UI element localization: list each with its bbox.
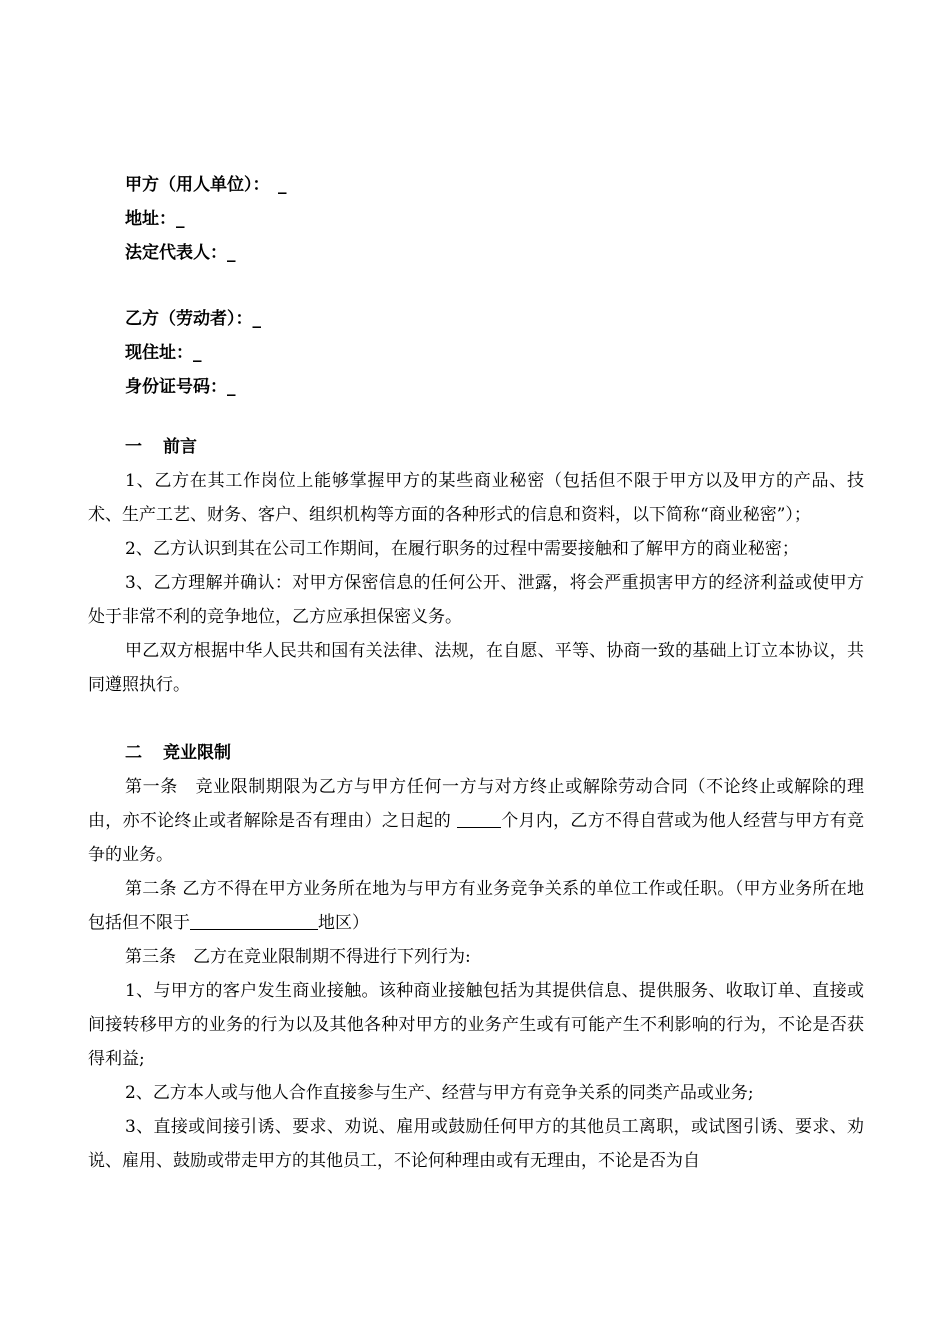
party-b-label: 乙方（劳动者）：_ [125, 309, 261, 329]
months-blank-field[interactable] [457, 807, 501, 828]
party-b-id-number: 身份证号码：_ [125, 377, 236, 397]
article-2-text-a: 第二条 乙方不得在甲方业务所在地为与甲方有业务竞争关系的单位工作或任职。（甲方业务所在地包括但不限于 [88, 879, 864, 933]
region-blank-field[interactable] [190, 909, 318, 930]
preface-paragraph-2: 2、乙方认识到其在公司工作期间，在履行职务的过程中需要接触和了解甲方的商业秘密； [125, 539, 799, 559]
section-number: 一 [125, 437, 142, 457]
party-a-representative: 法定代表人：_ [125, 243, 236, 263]
article-2-text-b: 地区） [318, 913, 369, 933]
party-a-address: 地址：_ [125, 209, 185, 229]
preface-paragraph-4: 甲乙双方根据中华人民共和国有关法律、法规，在自愿、平等、协商一致的基础上订立本协议，共同遵照执行。 [88, 641, 864, 695]
article-2 [88, 872, 864, 940]
article-3-item-2: 2、乙方本人或与他人合作直接参与生产、经营与甲方有竞争关系的同类产品或业务; [125, 1083, 754, 1103]
article-3-item-1: 1、与甲方的客户发生商业接触。该种商业接触包括为其提供信息、提供服务、收取订单、直接或间接转移甲方的业务的行为以及其他各种对甲方的业务产生或有可能产生不利影响的行为，不论是否获得利益; [88, 981, 864, 1069]
section-heading-preface [88, 430, 864, 464]
article-1 [88, 770, 864, 872]
article-1-text-a: 第一条 竞业限制期限为乙方与甲方任何一方与对方终止或解除劳动合同（不论终止或解除的理由，亦不论终止或者解除是否有理由）之日起的 [88, 777, 864, 831]
article-3-item-3: 3、直接或间接引诱、要求、劝说、雇用或鼓励任何甲方的其他员工离职，或试图引诱、要求、劝说、雇用、鼓励或带走甲方的其他员工，不论何种理由或有无理由，不论是否为自 [88, 1117, 864, 1171]
preface-paragraph-3: 3、乙方理解并确认：对甲方保密信息的任何公开、泄露，将会严重损害甲方的经济利益或使甲方处于非常不利的竞争地位，乙方应承担保密义务。 [88, 573, 864, 627]
section-spacer [88, 702, 864, 736]
agreement-body [88, 430, 864, 1178]
party-spacer [125, 270, 825, 302]
article-1-text-b: 个月内，乙方不得自营或为他人经营与甲方有竞争的业务。 [88, 811, 864, 865]
section-number: 二 [125, 743, 142, 763]
party-b-address: 现住址：_ [125, 343, 202, 363]
article-3: 第三条 乙方在竞业限制期不得进行下列行为: [125, 947, 471, 967]
section-heading-non-compete [88, 736, 864, 770]
party-a-label: 甲方（用人单位）： _ [125, 175, 287, 195]
section-title: 前言 [163, 437, 197, 457]
preface-paragraph-1: 1、乙方在其工作岗位上能够掌握甲方的某些商业秘密（包括但不限于甲方以及甲方的产品、技术、生产工艺、财务、客户、组织机构等方面的各种形式的信息和资料，以下简称“商业秘密”）； [88, 471, 864, 525]
section-title: 竞业限制 [163, 743, 231, 763]
party-info-block [125, 168, 825, 404]
